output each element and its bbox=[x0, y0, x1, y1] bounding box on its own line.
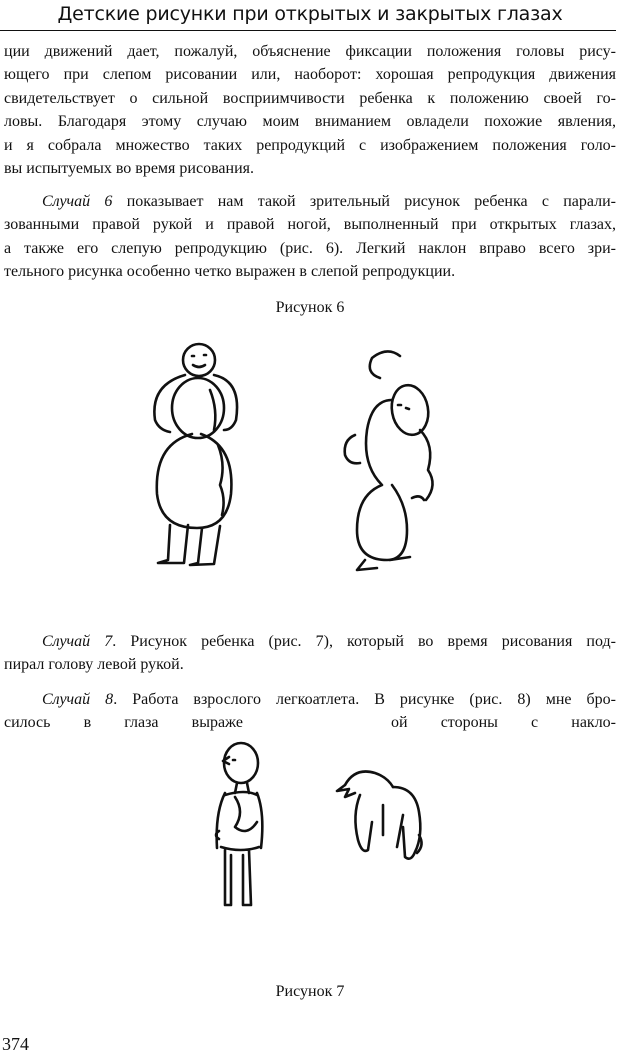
paragraph-4 bbox=[4, 688, 616, 735]
text-line: ции движений дает, пожалуй, объяснение фиксации положения головы рису- bbox=[4, 43, 616, 60]
text-line bbox=[4, 688, 616, 711]
figure-7-caption: Рисунок 7 bbox=[275, 983, 345, 1000]
header-rule bbox=[0, 30, 616, 31]
text-line: зованными правой рукой и правой ногой, выполненный при открытых глазах, bbox=[4, 216, 616, 234]
running-head: Детские рисунки при открытых и закрытых глазах bbox=[57, 3, 563, 25]
paragraph-3 bbox=[4, 630, 616, 677]
figure-6-caption: Рисунок 6 bbox=[275, 299, 345, 316]
text-run: . Рисунок ребенка (рис. 7), который во время рисования под- bbox=[112, 633, 616, 650]
case-label: Случай 7 bbox=[42, 633, 113, 650]
text-line: ловы. Благодаря этому случаю моим вниманием овладели похожие явления, bbox=[4, 113, 616, 131]
figure-6-drawings bbox=[130, 330, 460, 590]
text-line: вы испытуемых во время рисования. bbox=[4, 160, 255, 178]
page-number: 374 bbox=[2, 1034, 29, 1054]
paragraph-1 bbox=[4, 40, 616, 180]
blind-drawing bbox=[337, 772, 422, 859]
text-line: свидетельствует о сильной восприимчивости ребенка к положению своей го- bbox=[4, 89, 616, 107]
case-label: Случай 8 bbox=[42, 691, 114, 708]
text-line bbox=[4, 711, 616, 734]
figure-6-svg bbox=[130, 330, 460, 590]
text-line: а также его слепую репродукцию (рис. 6). Легкий наклон вправо всего зри- bbox=[4, 239, 616, 257]
figure-7-drawings bbox=[195, 735, 460, 915]
paragraph-2 bbox=[4, 190, 616, 284]
text-run: ой стороны с накло- bbox=[391, 714, 617, 732]
figure-7-svg bbox=[195, 735, 460, 915]
text-run: . Работа взрослого легкоатлета. В рисунке (рис. 8) мне бро- bbox=[113, 691, 617, 708]
text-line: пирал голову левой рукой. bbox=[4, 656, 184, 674]
text-run: силось в глаза выраже bbox=[4, 714, 243, 732]
sighted-drawing bbox=[154, 344, 237, 565]
blind-drawing bbox=[345, 351, 433, 570]
text-line: и я собрала множество таких репродукций с изображением положения голо- bbox=[4, 136, 616, 154]
text-line: тельного рисунка особенно четко выражен в слепой репродукции. bbox=[4, 263, 456, 281]
case-label: Случай 6 bbox=[42, 193, 113, 210]
sighted-drawing bbox=[216, 743, 262, 905]
text-line: ющего при слепом рисовании или, наоборот: хорошая репродукция движения bbox=[4, 66, 616, 84]
text-run: показывает нам такой зрительный рисунок ребенка с парали- bbox=[112, 193, 617, 210]
text-line bbox=[4, 630, 616, 653]
text-line bbox=[4, 190, 616, 213]
